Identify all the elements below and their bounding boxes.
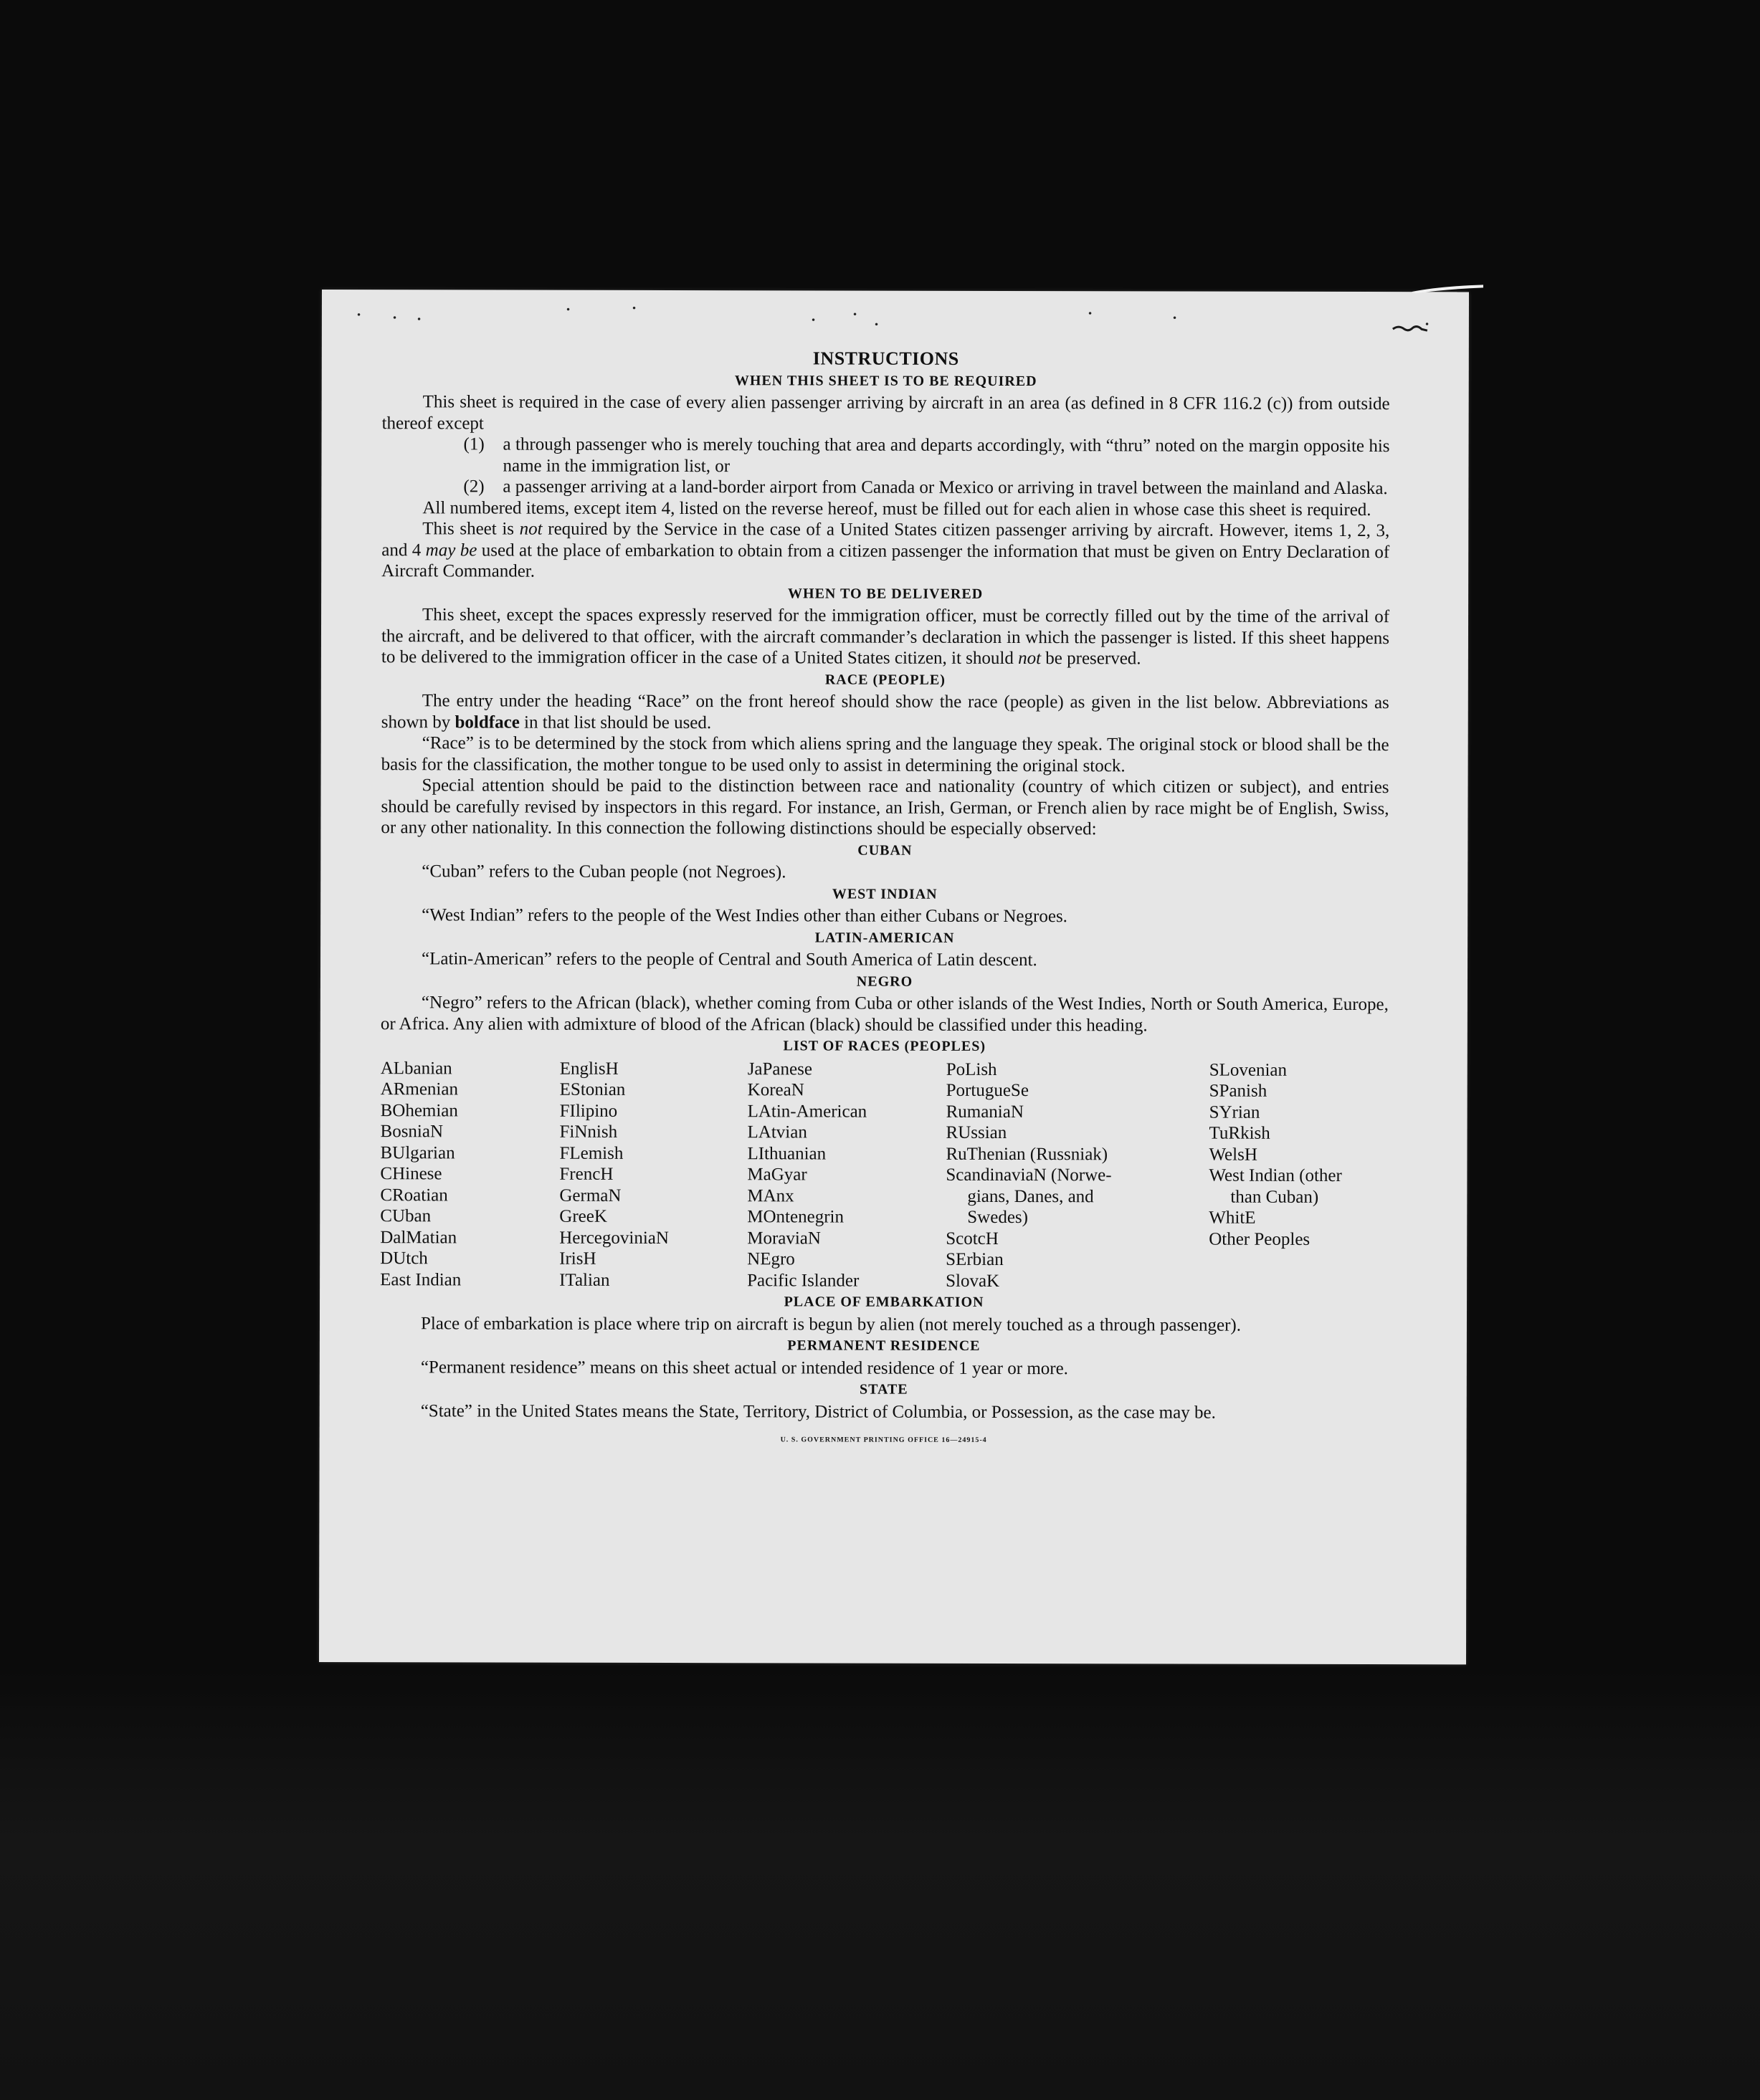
race-entry: RUssian xyxy=(946,1122,1007,1143)
race-entry: KoreaN xyxy=(747,1080,804,1100)
race-entry: DalMatian xyxy=(380,1227,457,1247)
race-entry: GermaN xyxy=(559,1185,622,1206)
race-entry: PoLish xyxy=(946,1059,997,1079)
list-item xyxy=(463,434,1389,478)
race-entry: SPanish xyxy=(1209,1081,1267,1101)
race-entry: MoraviaN xyxy=(747,1228,822,1248)
paragraph-race-definition: “Race” is to be determined by the stock from which aliens spring and the language they speak. The original stock or blood shall be the basis for the classification, the mother tongue to be used only to assist in determining the original stock. xyxy=(381,733,1389,775)
race-entry: WelsH xyxy=(1209,1145,1257,1165)
race-entry: TuRkish xyxy=(1209,1123,1270,1143)
item-number: (1) xyxy=(463,434,485,454)
paragraph-embarkation: Place of embarkation is place where trip on aircraft is begun by alien (not merely touched as a through passenger). xyxy=(420,1313,1242,1335)
race-column-2 xyxy=(559,1058,748,1291)
race-entry: Pacific Islander xyxy=(747,1270,860,1291)
race-entry: SErbian xyxy=(946,1249,1004,1269)
race-entry: NEgro xyxy=(747,1249,795,1269)
race-entry: MaGyar xyxy=(747,1165,807,1185)
page-title: INSTRUCTIONS xyxy=(812,348,959,369)
speck-mark: · xyxy=(1087,304,1093,323)
list-item xyxy=(463,476,1389,499)
race-entry: HercegoviniaN xyxy=(559,1228,669,1248)
race-entry: IrisH xyxy=(559,1249,596,1269)
speck-mark: · xyxy=(873,315,880,333)
speck-mark: · xyxy=(810,310,817,329)
section-heading-race: RACE (PEOPLE) xyxy=(824,671,946,688)
speck-mark: · xyxy=(1424,315,1430,333)
race-entry: CRoatian xyxy=(380,1185,448,1205)
item-text: a passenger arriving at a land-border airport from Canada or Mexico or arriving in travel between the mainland and Alaska. xyxy=(503,477,1388,499)
race-entry: FLemish xyxy=(559,1143,624,1163)
race-entry: SYrian xyxy=(1209,1102,1260,1122)
race-entry: ALbanian xyxy=(380,1058,452,1078)
race-entry: EnglisH xyxy=(559,1059,619,1079)
paragraph-race-nationality: Special attention should be paid to the distinction between race and nationality (country of which citizen or subject), and entries should be carefully revised by inspectors in this regard. For instance, an Irish, German, or French alien by race might be of English, Swiss, or any other nationality. In this connection the following distinctions should be especially observed: xyxy=(381,775,1389,839)
race-entry: ARmenian xyxy=(380,1079,459,1099)
race-entry: MAnx xyxy=(747,1185,794,1206)
item-text: a through passenger who is merely touching that area and departs accordingly, with “thru” noted on the margin opposite his name in the immigration list, or xyxy=(503,434,1390,476)
race-entry: CUban xyxy=(380,1206,432,1226)
race-entry: ScotcH xyxy=(946,1228,999,1249)
item-number: (2) xyxy=(463,477,485,497)
race-entry: BosniaN xyxy=(380,1122,444,1142)
paragraph-race-entry: The entry under the heading “Race” on the front hereof should show the race (people) as given in the list below. Abbreviations as shown by boldface in that list should be used. xyxy=(381,691,1389,732)
race-entry: Other Peoples xyxy=(1209,1229,1311,1249)
paragraph-residence: “Permanent residence” means on this sheet actual or intended residence of 1 year or more. xyxy=(420,1357,1068,1378)
paragraph-citizen-passenger: This sheet is not required by the Service in the case of a United States citizen passenger arriving by aircraft. However, items 1, 2, 3, and 4 may be used at the place of embarkation to obtain from a citizen passenger the information that must be given on Entry Declaration of Aircraft Commander. xyxy=(381,519,1390,581)
race-column-5 xyxy=(1209,1059,1389,1292)
paragraph-negro: “Negro” refers to the African (black), whether coming from Cuba or other islands of the West Indies, North or South America, Europe, or Africa. Any alien with admixture of blood of the African (black) should be classified under this heading. xyxy=(380,993,1389,1035)
race-entry: GreeK xyxy=(559,1206,607,1226)
speck-mark: · xyxy=(356,305,362,324)
pen-mark xyxy=(1392,323,1429,333)
race-entry-continuation: than Cuban) xyxy=(1230,1187,1319,1207)
speck-mark: · xyxy=(631,298,637,317)
paragraph-cuban: “Cuban” refers to the Cuban people (not Negroes). xyxy=(422,862,786,882)
section-heading-when-required: WHEN THIS SHEET IS TO BE REQUIRED xyxy=(734,372,1037,389)
race-entry: LIthuanian xyxy=(747,1143,827,1163)
paragraph-west-indian: “West Indian” refers to the people of the West Indies other than either Cubans or Negroes. xyxy=(422,905,1067,927)
instruction-sheet xyxy=(319,290,1469,1664)
race-entry: EStonian xyxy=(559,1079,626,1099)
section-heading-when-delivered: WHEN TO BE DELIVERED xyxy=(788,585,984,602)
section-heading-negro: NEGRO xyxy=(856,973,913,990)
section-heading-residence: PERMANENT RESIDENCE xyxy=(787,1337,981,1354)
paragraph-required-intro: This sheet is required in the case of every alien passenger arriving by aircraft in an area (as defined in 8 CFR 116.2 (c)) from outside thereof except xyxy=(381,392,1390,433)
race-entry: JaPanese xyxy=(747,1059,813,1079)
speck-mark: · xyxy=(416,310,422,328)
section-heading-latin-american: LATIN-AMERICAN xyxy=(814,929,955,946)
race-entry: FiNnish xyxy=(559,1122,618,1142)
race-entry: West Indian (other xyxy=(1209,1165,1342,1185)
section-heading-embarkation: PLACE OF EMBARKATION xyxy=(784,1294,984,1310)
race-entry: ScandinaviaN (Norwe- xyxy=(946,1165,1112,1185)
race-entry: RuThenian (Russniak) xyxy=(946,1144,1108,1164)
race-entry-continuation: gians, Danes, and xyxy=(967,1186,1094,1206)
race-entry: LAtin-American xyxy=(747,1101,867,1122)
race-entry: FIlipino xyxy=(559,1101,618,1121)
race-entry: DUtch xyxy=(380,1249,428,1269)
printing-office-imprint: U. S. GOVERNMENT PRINTING OFFICE 16—24915-4 xyxy=(780,1436,987,1444)
paper-edge-curl xyxy=(1412,283,1483,293)
race-column-4 xyxy=(946,1059,1209,1292)
race-column-1 xyxy=(380,1058,560,1291)
dark-background xyxy=(0,1670,1760,2100)
race-entry: FrencH xyxy=(559,1164,614,1184)
speck-mark: · xyxy=(852,305,858,323)
race-entry: East Indian xyxy=(380,1269,462,1289)
race-entry-continuation: Swedes) xyxy=(967,1207,1029,1228)
section-heading-list-of-races: LIST OF RACES (PEOPLES) xyxy=(783,1038,986,1054)
race-column-3 xyxy=(747,1059,946,1292)
race-entry: BOhemian xyxy=(380,1100,458,1120)
speck-mark: · xyxy=(1171,308,1178,327)
race-entry: BUlgarian xyxy=(380,1142,455,1163)
race-entry: ITalian xyxy=(559,1270,610,1290)
speck-mark: · xyxy=(391,308,398,327)
race-entry: SLovenian xyxy=(1209,1060,1288,1080)
section-heading-state: STATE xyxy=(859,1381,908,1398)
race-entry: PortugueSe xyxy=(946,1080,1029,1101)
race-entry: WhitE xyxy=(1209,1208,1256,1228)
paragraph-delivery: This sheet, except the spaces expressly reserved for the immigration officer, must be correctly filled out by the time of the arrival of the aircraft, and be delivered to that officer, with the aircraft commander’s declaration in which the passenger is listed. If this sheet happens to be delivered to the immigration officer in the case of a United States citizen, it should not be preserved. xyxy=(381,605,1390,669)
speck-mark: · xyxy=(565,300,571,318)
race-entry: CHinese xyxy=(380,1164,442,1184)
paragraph-numbered-items: All numbered items, except item 4, listed on the reverse hereof, must be filled out for each alien in whose case this sheet is required. xyxy=(422,497,1371,520)
race-entry: MOntenegrin xyxy=(747,1207,845,1227)
race-entry: LAtvian xyxy=(747,1122,807,1142)
race-list xyxy=(380,1058,1389,1292)
race-entry: RumaniaN xyxy=(946,1102,1024,1122)
paragraph-latin-american: “Latin-American” refers to the people of Central and South America of Latin descent. xyxy=(422,949,1037,970)
instructions-content xyxy=(380,347,1390,1451)
paragraph-state: “State” in the United States means the State, Territory, District of Columbia, or Possession, as the case may be. xyxy=(420,1400,1216,1423)
section-heading-cuban: CUBAN xyxy=(857,842,913,859)
section-heading-west-indian: WEST INDIAN xyxy=(832,885,938,902)
race-entry: SlovaK xyxy=(946,1271,1000,1291)
